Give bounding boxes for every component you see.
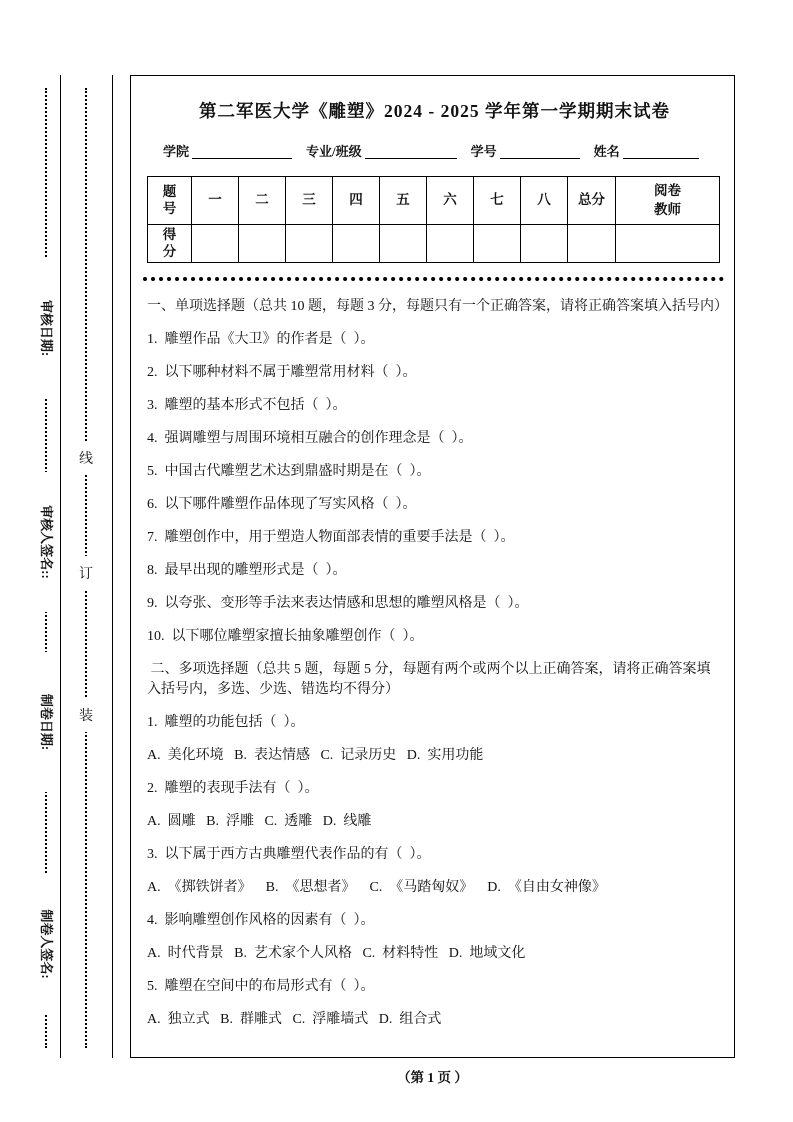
score-cell (616, 225, 720, 263)
score-cell (521, 225, 568, 263)
multi-options-2: A. 圆雕 B. 浮雕 C. 透雕 D. 线雕 (147, 814, 372, 829)
grader-header: 阅卷教师 (616, 177, 720, 225)
score-cell (427, 225, 474, 263)
score-col-1: 一 (192, 177, 239, 225)
exam-body (147, 297, 728, 1030)
name-label: 姓名 (593, 144, 620, 159)
multi-options-5: A. 独立式 B. 群雕式 C. 浮雕墙式 D. 组合式 (147, 1012, 442, 1027)
question-4: 4. 强调雕塑与周围环境相互融合的创作理念是（ ）。 (147, 431, 473, 446)
section1-heading: 一、单项选择题（总共 10 题，每题 3 分，每题只有一个正确答案，请将正确答案填入括号内） (147, 299, 728, 314)
multi-options-1: A. 美化环境 B. 表达情感 C. 记录历史 D. 实用功能 (147, 748, 484, 763)
question-9: 9. 以夸张、变形等手法来表达情感和思想的雕塑风格是（ ）。 (147, 596, 529, 611)
college-label: 学院 (163, 144, 190, 159)
question-2: 2. 以下哪种材料不属于雕塑常用材料（ ）。 (147, 365, 417, 380)
multi-options-4: A. 时代背景 B. 艺术家个人风格 C. 材料特性 D. 地域文化 (147, 946, 526, 961)
score-col-5: 五 (380, 177, 427, 225)
student-id-label: 学号 (470, 144, 497, 159)
exam-sheet (130, 75, 735, 1058)
college-blank[interactable] (192, 142, 292, 159)
score-cell (192, 225, 239, 263)
binding-rule-left (60, 75, 61, 1058)
score-cell (286, 225, 333, 263)
major-class-blank[interactable] (365, 142, 457, 159)
make-date-label: 制卷日期: (36, 652, 56, 792)
multi-question-2: 2. 雕塑的表现手法有（ ）。 (147, 781, 319, 796)
score-table-corner: 题号 (148, 177, 192, 225)
major-class-label: 专业/班级 (306, 144, 362, 159)
reviewer-sign-label: 审核人签名:: (36, 472, 56, 612)
question-1: 1. 雕塑作品《大卫》的作者是（ ）。 (147, 332, 375, 347)
score-col-3: 三 (286, 177, 333, 225)
binding-rule-right (112, 75, 113, 1058)
score-col-4: 四 (333, 177, 380, 225)
exam-title: 第二军医大学《雕塑》2024 - 2025 学年第一学期期末试卷 (199, 101, 670, 121)
score-col-6: 六 (427, 177, 474, 225)
question-3: 3. 雕塑的基本形式不包括（ ）。 (147, 398, 347, 413)
score-cell (474, 225, 521, 263)
binding-char-xian: 线 (76, 441, 96, 475)
question-6: 6. 以下哪件雕塑作品体现了写实风格（ ）。 (147, 497, 417, 512)
question-8: 8. 最早出现的雕塑形式是（ ）。 (147, 563, 347, 578)
maker-sign-label: 制卷人签名: (36, 874, 56, 1014)
page-number: （第 1 页 ） (397, 1070, 468, 1085)
score-col-total: 总分 (568, 177, 616, 225)
multi-question-5: 5. 雕塑在空间中的布局形式有（ ）。 (147, 979, 375, 994)
name-blank[interactable] (623, 142, 699, 159)
multi-question-1: 1. 雕塑的功能包括（ ）。 (147, 715, 305, 730)
dotted-separator (143, 277, 724, 281)
score-cell (239, 225, 286, 263)
multi-options-3: A. 《掷铁饼者》 B. 《思想者》 C. 《马踏匈奴》 D. 《自由女神像》 (147, 880, 606, 895)
score-cell (333, 225, 380, 263)
question-10: 10. 以下哪位雕塑家擅长抽象雕塑创作（ ）。 (147, 629, 424, 644)
score-cell (568, 225, 616, 263)
score-col-2: 二 (239, 177, 286, 225)
question-7: 7. 雕塑创作中，用于塑造人物面部表情的重要手法是（ ）。 (147, 530, 515, 545)
student-id-blank[interactable] (500, 142, 580, 159)
student-info-row (147, 141, 722, 160)
section2-heading: 二、多项选择题（总共 5 题，每题 5 分，每题有两个或两个以上正确答案，请将正确答案填入括号内，多选、少选、错选均不得分） (147, 662, 711, 697)
question-5: 5. 中国古代雕塑艺术达到鼎盛时期是在（ ）。 (147, 464, 431, 479)
score-row-label: 得分 (148, 225, 192, 263)
multi-question-4: 4. 影响雕塑创作风格的因素有（ ）。 (147, 913, 375, 928)
score-col-7: 七 (474, 177, 521, 225)
review-date-label: 审核日期: (36, 258, 56, 398)
binding-char-zhuang: 装 (76, 698, 96, 732)
score-col-8: 八 (521, 177, 568, 225)
score-cell (380, 225, 427, 263)
binding-char-ding: 订 (76, 556, 96, 590)
multi-question-3: 3. 以下属于西方古典雕塑代表作品的有（ ）。 (147, 847, 431, 862)
score-table (147, 176, 720, 263)
